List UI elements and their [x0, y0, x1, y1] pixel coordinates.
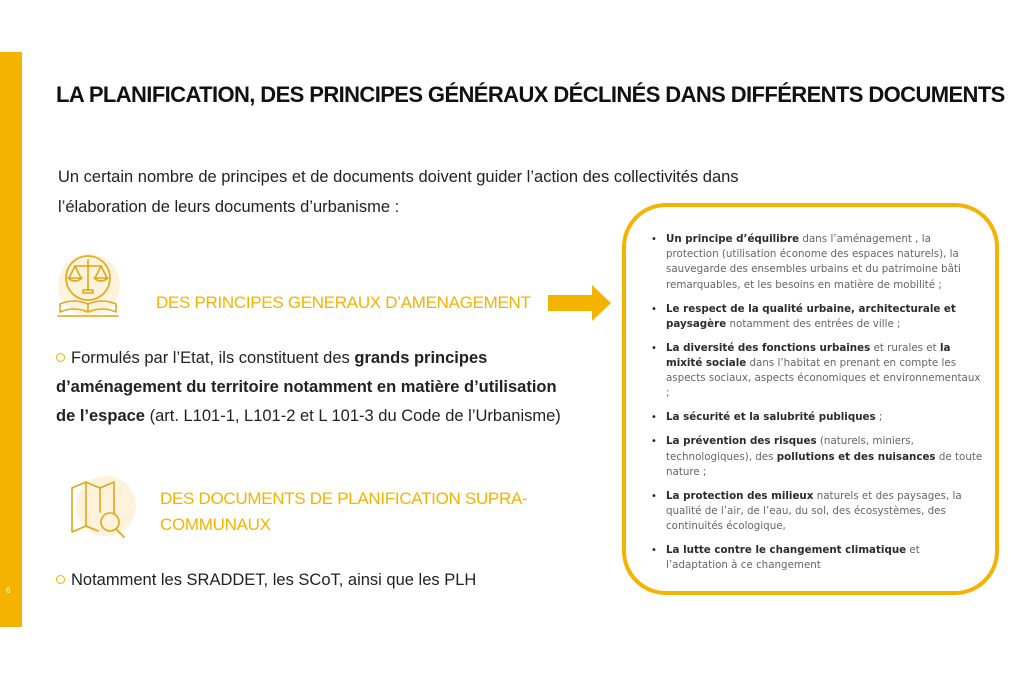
intro-line-1: Un certain nombre de principes et de documents doivent guider l’action des collectivités dans: [58, 168, 739, 186]
principes-heading: DES PRINCIPES GENERAUX D’AMENAGEMENT: [156, 293, 531, 312]
principle-item: • La sécurité et la salubrité publiques ;: [648, 410, 983, 425]
principes-text: Formulés par l’Etat, ils constituent des grands principes d’aménagement du territoire notamment en matière d’utilisation de l’espace (art. L101-1, L101-2 et L 101-3 du Code de l’Urbanisme): [56, 349, 561, 425]
principle-item: • La diversité des fonctions urbaines et rurales et la mixité sociale dans l’habitat en prenant en compte les aspects sociaux, aspects économiques et environnementaux ;: [651, 341, 981, 400]
ring-bullet-icon: [56, 575, 65, 584]
page-number: 6: [6, 586, 11, 595]
principle-item: • La prévention des risques (naturels, miniers, technologiques), des pollutions et des nuisances de toute nature ;: [651, 435, 983, 478]
principles-list: [648, 232, 983, 582]
bullet-icon: •: [651, 234, 657, 245]
accent-sidebar: [0, 52, 22, 627]
principle-item: • Le respect de la qualité urbaine, architecturale et paysagère notamment des entrées de ville ;: [651, 302, 956, 330]
ring-bullet-icon: [56, 353, 65, 362]
bullet-icon: •: [651, 545, 657, 557]
documents-heading: DES DOCUMENTS DE PLANIFICATION SUPRA- COMMUNAUX: [160, 489, 528, 534]
law-book-scales-icon: [48, 246, 128, 326]
bullet-icon: •: [651, 412, 657, 424]
map-magnifier-icon: [58, 474, 138, 546]
slide-title: LA PLANIFICATION, DES PRINCIPES GÉNÉRAUX DÉCLINÉS DANS DIFFÉRENTS DOCUMENTS: [56, 82, 1005, 107]
bullet-icon: •: [651, 303, 657, 315]
principle-item: • La lutte contre le changement climatique et l’adaptation à ce changement: [651, 544, 920, 572]
bullet-icon: •: [651, 436, 657, 448]
bullet-icon: •: [651, 490, 657, 502]
principle-item: • La protection des milieux naturels et des paysages, la qualité de l’air, de l’eau, du sol, des écosystèmes, des continuités écologique,: [651, 489, 962, 533]
intro-line-2: l’élaboration de leurs documents d’urbanisme :: [58, 198, 400, 216]
principes-bold: grands principes d’aménagement du territoire notamment en matière d’utilisation de l’espace: [56, 349, 557, 425]
arrow-right-icon: [548, 284, 612, 322]
documents-text: Notamment les SRADDET, les SCoT, ainsi que les PLH: [56, 566, 576, 595]
bullet-icon: •: [651, 342, 657, 354]
principle-item: • Un principe d’équilibre dans l’aménagement , la protection (utilisation économe des espaces naturels), la sauvegarde des ensembles urbains et du patrimoine bâti remarquables, et les besoins en matière de mobilité ;: [651, 233, 961, 291]
